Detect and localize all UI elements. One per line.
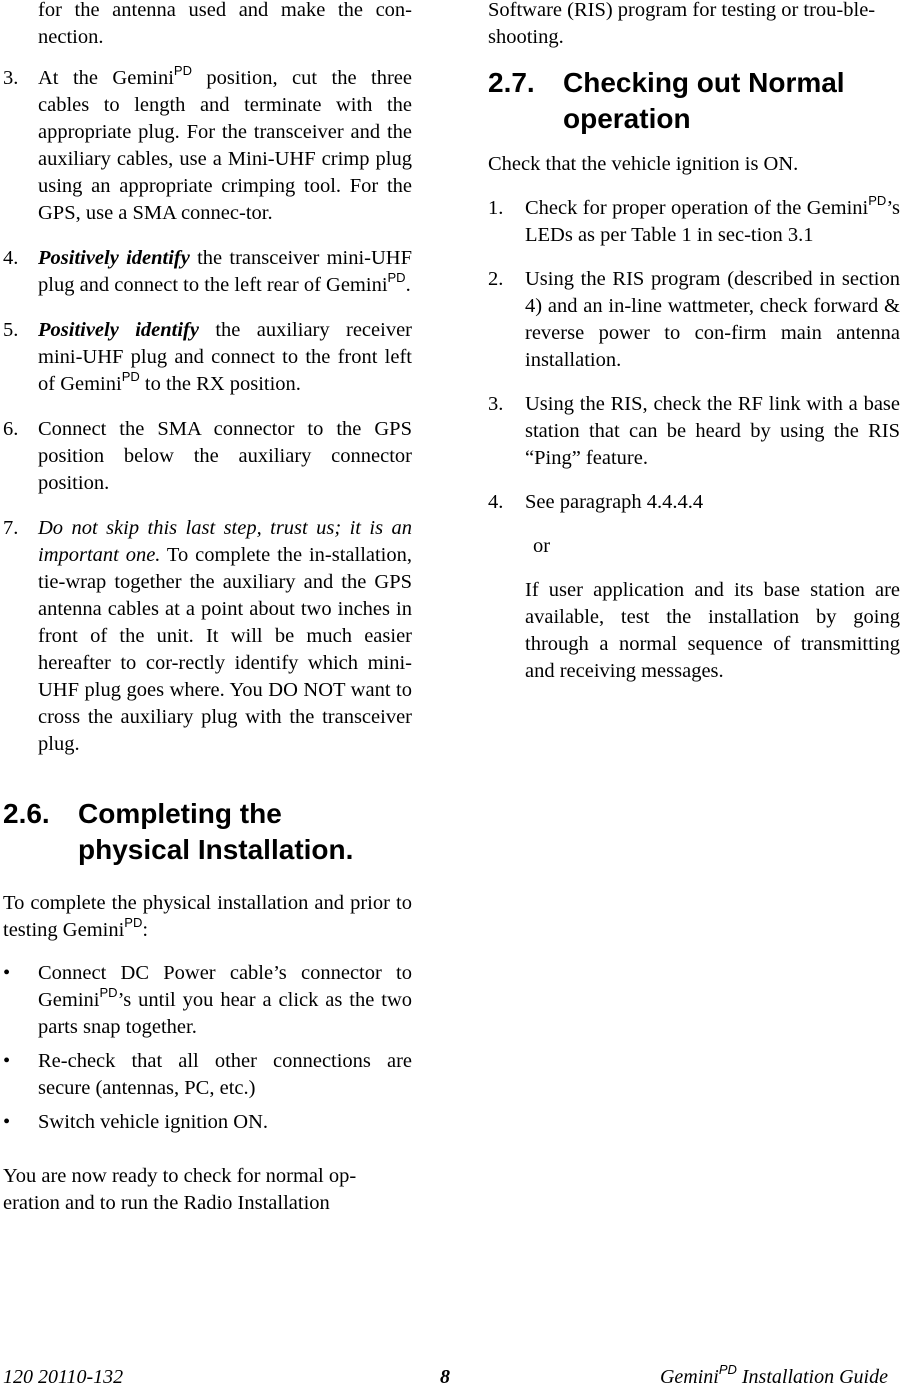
check-step-1-text-rest: ’s LEDs as per Table 1 in sec-tion 3.1	[525, 197, 900, 246]
bullet-1-text-rest: ’s until you hear a click as the two parts snap together.	[38, 989, 412, 1038]
section-2-6-title-line-2: physical Installation.	[78, 834, 354, 865]
right-column	[488, 0, 900, 685]
section-2-7-number: 2.7.	[488, 67, 535, 98]
step-3-superscript: PD	[173, 63, 192, 78]
section-2-7-title-line-2: operation	[563, 103, 691, 134]
check-step-4-number: 4.	[488, 491, 504, 513]
bullet-1-superscript: PD	[99, 985, 118, 1000]
step-5-text-rest: to the RX position.	[139, 373, 301, 395]
item-2-continuation	[3, 0, 412, 51]
final-paragraph-text: If user application and its base station are available, test the installation by going through a normal sequence of transmitting and receiving messages.	[525, 579, 900, 682]
step-7-text: To complete the in-stallation, tie-wrap together the auxiliary and the GPS antenna cables at a point about two inches in front of the unit. It will be much easier hereafter to cor-rectly identify which mini-UHF plug goes where. You DO NOT want to cross the auxiliary plug with the transceiver plug.	[38, 544, 412, 755]
step-7	[3, 515, 412, 758]
bullet-3-text: Switch vehicle ignition ON.	[38, 1111, 269, 1133]
step-5-superscript: PD	[121, 369, 140, 384]
section-2-7-heading	[488, 65, 900, 137]
section-2-6-intro-text-rest: :	[142, 919, 149, 941]
closing-paragraph	[3, 1163, 412, 1217]
check-step-3-text: Using the RIS, check the RF link with a base station that can be heard by using the RIS “Ping” feature.	[525, 393, 900, 469]
or-separator	[488, 533, 900, 560]
left-column	[3, 0, 412, 1217]
footer-guide-superscript: PD	[718, 1362, 737, 1377]
bullet-2-marker: •	[3, 1050, 11, 1072]
footer-guide-suffix: Installation Guide	[736, 1366, 888, 1388]
section-2-7-intro-text: Check that the vehicle ignition is ON.	[488, 153, 799, 175]
check-step-2-text: Using the RIS program (described in section 4) and an in-line wattmeter, check forward & reverse power to con-firm main antenna installation.	[525, 268, 900, 371]
step-3	[3, 65, 412, 227]
step-6-number: 6.	[3, 418, 19, 440]
check-step-2	[488, 266, 900, 374]
check-step-1	[488, 195, 900, 249]
section-2-6-title-line-1: Completing the	[78, 798, 282, 829]
check-step-1-superscript: PD	[868, 193, 887, 208]
footer-doc-number: 120 20110-132	[3, 1366, 124, 1388]
section-2-6-intro	[3, 890, 412, 944]
bullet-3-marker: •	[3, 1111, 11, 1133]
step-4-number: 4.	[3, 247, 19, 269]
check-step-1-text: Check for proper operation of the Gemini	[525, 197, 869, 219]
footer-guide-title	[659, 1362, 888, 1389]
footer-guide-name: Gemini	[659, 1366, 719, 1388]
section-2-6-number: 2.6.	[3, 798, 50, 829]
section-2-7-intro	[488, 151, 900, 178]
step-4-emphasis: Positively identify	[38, 247, 190, 269]
bullet-3	[3, 1109, 412, 1136]
step-4-text: the transceiver mini-UHF plug and connect to the left rear of Gemini	[38, 247, 413, 296]
step-5-number: 5.	[3, 319, 19, 341]
bullet-1	[3, 960, 412, 1041]
step-7-number: 7.	[3, 517, 19, 539]
continuation-paragraph-text: Software (RIS) program for testing or trou-ble-shooting.	[488, 0, 876, 48]
step-5	[3, 317, 412, 398]
footer-page-number: 8	[440, 1366, 450, 1388]
final-paragraph	[488, 577, 900, 685]
check-step-4	[488, 489, 900, 516]
check-step-4-text: See paragraph 4.4.4.4	[525, 491, 704, 513]
step-3-text-rest: position, cut the three cables to length and terminate with the appropriate plug. For the transceiver and the auxiliary cables, use a Mini-UHF crimp plug using an appropriate crimping tool. For the GPS, use a SMA connec-tor.	[38, 67, 412, 224]
section-2-6-intro-text: To complete the physical installation and prior to testing Gemini	[3, 892, 412, 941]
step-5-emphasis: Positively identify	[38, 319, 199, 341]
bullet-1-text: Connect DC Power cable’s connector to Gemini	[38, 962, 412, 1011]
check-step-2-number: 2.	[488, 268, 504, 290]
step-3-text: At the Gemini	[38, 67, 174, 89]
check-step-1-number: 1.	[488, 197, 504, 219]
step-3-number: 3.	[3, 67, 19, 89]
bullet-1-marker: •	[3, 962, 11, 984]
check-step-3	[488, 391, 900, 472]
section-2-6-intro-superscript: PD	[124, 915, 143, 930]
bullet-2-text: Re-check that all other connections are secure (antennas, PC, etc.)	[38, 1050, 412, 1099]
step-4	[3, 245, 412, 299]
check-step-3-number: 3.	[488, 393, 504, 415]
bullet-2	[3, 1048, 412, 1102]
step-4-superscript: PD	[387, 270, 406, 285]
closing-paragraph-text: You are now ready to check for normal op-eration and to run the Radio Installation	[3, 1165, 357, 1214]
continuation-paragraph	[488, 0, 900, 51]
section-2-6-heading	[3, 796, 412, 868]
or-separator-text: or	[533, 535, 551, 557]
step-4-text-rest: .	[405, 274, 411, 296]
step-7-emphasis: Do not skip this last step, trust us; it is an important one.	[38, 517, 412, 566]
step-5-text: the auxiliary receiver mini-UHF plug and connect to the front left of Gemini	[38, 319, 412, 395]
item-2-continuation-text: for the antenna used and make the con-nection.	[38, 0, 412, 48]
section-2-7-title-line-1: Checking out Normal	[563, 67, 845, 98]
step-6	[3, 416, 412, 497]
step-6-text: Connect the SMA connector to the GPS position below the auxiliary connector position.	[38, 418, 412, 494]
